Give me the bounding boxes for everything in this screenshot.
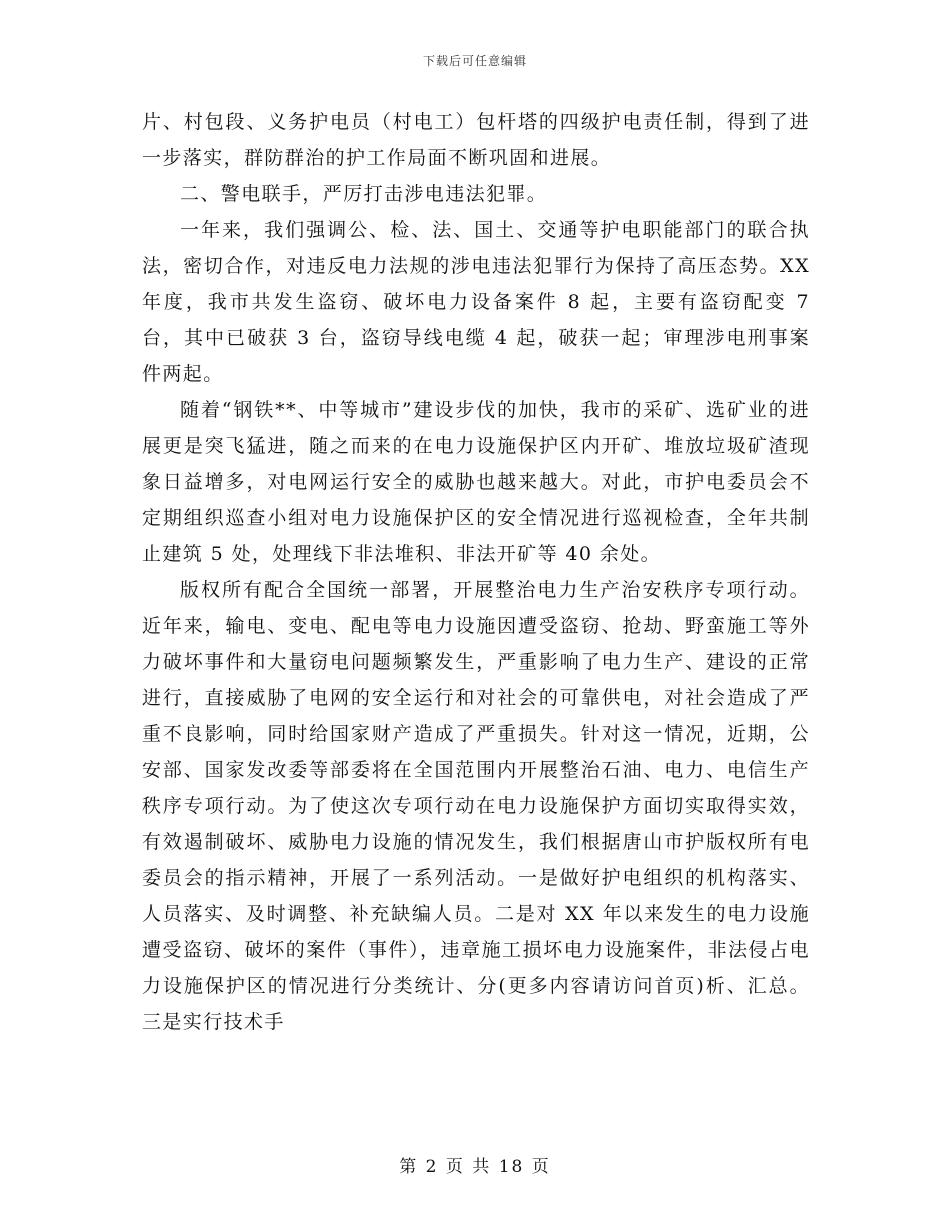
document-body	[142, 104, 810, 1040]
paragraph-2-heading: 二、警电联手，严厉打击涉电违法犯罪。	[180, 183, 548, 205]
page-number-footer: 第 2 页 共 18 页	[399, 1157, 551, 1177]
page-header: 下载后可任意编辑	[422, 54, 527, 68]
paragraph-1: 片、村包段、义务护电员（村电工）包杆塔的四级护电责任制，得到了进一步落实，群防群治的护工作局面不断巩固和进展。	[142, 111, 810, 169]
paragraph-3: 一年来，我们强调公、检、法、国土、交通等护电职能部门的联合执法，密切合作，对违反电力法规的涉电违法犯罪行为保持了高压态势。XX 年度，我市共发生盗窃、破坏电力设备案件 8 起，主要有盗窃配变 7 台，其中已破获 3 台，盗窃导线电缆 4 起，破获一起；审理涉电刑事案件两起。	[142, 219, 810, 385]
paragraph-5: 版权所有配合全国统一部署，开展整治电力生产治安秩序专项行动。近年来，输电、变电、配电等电力设施因遭受盗窃、抢劫、野蛮施工等外力破坏事件和大量窃电问题频繁发生，严重影响了电力生产、建设的正常进行，直接威胁了电网的安全运行和对社会的可靠供电，对社会造成了严重不良影响，同时给国家财产造成了严重损失。针对这一情况，近期，公安部、国家发改委等部委将在全国范围内开展整治石油、电力、电信生产秩序专项行动。为了使这次专项行动在电力设施保护方面切实取得实效，有效遏制破坏、威胁电力设施的情况发生，我们根据唐山市护版权所有电委员会的指示精神，开展了一系列活动。一是做好护电组织的机构落实、人员落实、及时调整、补充缺编人员。二是对 XX 年以来发生的电力设施遭受盗窃、破坏的案件（事件），违章施工损坏电力设施案件，非法侵占电力设施保护区的情况进行分类统计、分(更多内容请访问首页)析、汇总。三是实行技术手	[142, 579, 810, 1033]
paragraph-4: 随着“钢铁**、中等城市”建设步伐的加快，我市的采矿、选矿业的进展更是突飞猛进，随之而来的在电力设施保护区内开矿、堆放垃圾矿渣现象日益增多，对电网运行安全的威胁也越来越大。对此，市护电委员会不定期组织巡查小组对电力设施保护区的安全情况进行巡视检查，全年共制止建筑 5 处，处理线下非法堆积、非法开矿等 40 余处。	[142, 399, 810, 565]
